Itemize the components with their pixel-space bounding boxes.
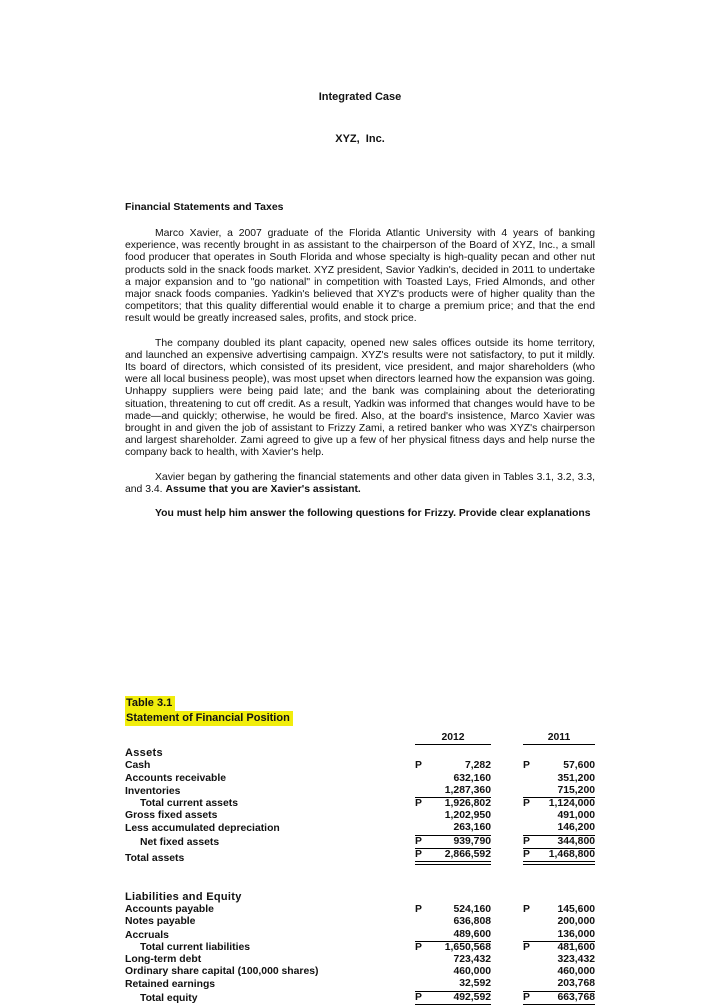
- row-value-2012: [415, 942, 491, 954]
- amount: 344,800: [557, 835, 595, 847]
- currency-symbol: P: [523, 904, 530, 916]
- row-value-2011: [523, 954, 595, 966]
- table-row: [125, 849, 595, 865]
- row-value-2012: [415, 822, 491, 835]
- currency-symbol: P: [523, 848, 530, 860]
- row-label: Accruals: [125, 929, 169, 941]
- year-header-2011: 2011: [523, 732, 595, 745]
- table-row: [125, 798, 595, 810]
- amount: 1,287,360: [444, 784, 491, 796]
- table-label: Table 3.1: [125, 696, 175, 711]
- row-label: Total current assets: [140, 798, 238, 810]
- amount: 939,790: [453, 835, 491, 847]
- table-section-heading: Assets: [125, 747, 163, 760]
- amount: 460,000: [453, 966, 491, 978]
- row-value-2011: [523, 785, 595, 798]
- row-value-2012: [415, 966, 491, 978]
- currency-symbol: P: [415, 848, 422, 860]
- currency-symbol: P: [523, 798, 530, 810]
- row-value-2012: [415, 785, 491, 798]
- row-value-2012: [415, 849, 491, 865]
- table-label-line: [125, 696, 595, 711]
- row-label: Cash: [125, 760, 151, 772]
- amount: 32,592: [459, 978, 491, 990]
- currency-symbol: P: [523, 835, 530, 847]
- amount: 1,650,568: [444, 941, 491, 953]
- table-row: [125, 929, 595, 942]
- row-value-2011: [523, 904, 595, 916]
- table-row: [125, 978, 595, 991]
- amount: 663,768: [557, 991, 595, 1003]
- row-value-2011: [523, 798, 595, 810]
- table-title-line: [125, 711, 595, 726]
- row-label: Net fixed assets: [140, 836, 220, 848]
- amount: 57,600: [563, 760, 595, 772]
- row-label: Less accumulated depreciation: [125, 823, 280, 835]
- row-label: Accounts payable: [125, 904, 214, 916]
- row-value-2012: [415, 904, 491, 916]
- row-value-2012: [415, 760, 491, 772]
- paragraph-expansion: The company doubled its plant capacity, opened new sales offices outside its home territory, and launched an expensive advertising campaign. XYZ's results were not satisfactory, to put it mildly. Its board of directors, which consisted of its president, vice president, and major shareholders (who were all local business people), was most upset when directors learned how the expansion was going. Unhappy suppliers were being paid late; and the bank was complaining about the deteriorating situation, threatening to cut off credit. As a result, Yadkin was informed that changes would have to be made—and quickly; otherwise, he would be fired. Also, at the board's insistence, Marco Xavier was brought in and given the job of assistant to Frizzy Zami, a retired banker who was XYZ's chairperson and largest shareholder. Zami agreed to give up a few of her physical fitness days and help nurse the company back to health, with Xavier's help.: [125, 337, 595, 459]
- amount: 1,124,000: [548, 798, 595, 810]
- table-row: [125, 916, 595, 928]
- row-label: Ordinary share capital (100,000 shares): [125, 966, 319, 978]
- table-row: [125, 785, 595, 798]
- amount: 136,000: [557, 928, 595, 940]
- row-value-2012: [415, 773, 491, 785]
- amount: 723,432: [453, 953, 491, 965]
- financial-table: [125, 696, 595, 1004]
- amount: 481,600: [557, 941, 595, 953]
- amount: 2,866,592: [444, 848, 491, 860]
- row-label: Total equity: [140, 992, 198, 1004]
- year-header-spacer: [125, 732, 415, 745]
- row-value-2011: [523, 810, 595, 822]
- currency-symbol: P: [523, 991, 530, 1003]
- row-value-2012: [415, 954, 491, 966]
- table-row: [125, 760, 595, 772]
- table-title: Statement of Financial Position: [125, 711, 293, 726]
- table-body: [125, 747, 595, 1004]
- paragraph-tables: [125, 472, 595, 496]
- amount: 145,600: [557, 904, 595, 916]
- row-value-2011: [523, 849, 595, 865]
- row-value-2012: [415, 929, 491, 942]
- row-value-2011: [523, 942, 595, 954]
- row-value-2011: [523, 760, 595, 772]
- table-row: [125, 810, 595, 822]
- row-value-2012: [415, 798, 491, 810]
- document-title-block: [125, 62, 595, 174]
- paragraph-intro: Marco Xavier, a 2007 graduate of the Florida Atlantic University with 4 years of banking experience, was recently brought in as assistant to the chairperson of the Board of XYZ, Inc., a small food producer that operates in South Florida and whose specialty is high-quality pecan and other nut products sold in the snack foods market. XYZ president, Savior Yadkin's, decided in 2011 to undertake a major expansion and to "go national" in competition with Toasted Lays, Fried Almonds, and other major snack foods companies. Yadkin's believed that XYZ's products were of higher quality than the competitors; that this quality differential would enable it to charge a premium price; and that the end result would be greatly increased sales, profits, and stock price.: [125, 228, 595, 325]
- table-year-header-row: [125, 732, 595, 745]
- doc-title: Integrated Case: [318, 91, 402, 103]
- row-label: Accounts receivable: [125, 772, 227, 784]
- table-row: [125, 954, 595, 966]
- currency-symbol: P: [415, 904, 422, 916]
- row-value-2012: [415, 916, 491, 928]
- row-value-2011: [523, 966, 595, 978]
- row-value-2011: [523, 836, 595, 849]
- row-value-2012: [415, 810, 491, 822]
- table-row: [125, 942, 595, 954]
- row-label: Total assets: [125, 852, 185, 864]
- amount: 636,808: [453, 916, 491, 928]
- table-row: [125, 822, 595, 835]
- row-value-2011: [523, 916, 595, 928]
- amount: 632,160: [453, 772, 491, 784]
- row-value-2011: [523, 822, 595, 835]
- row-label: Retained earnings: [125, 979, 216, 991]
- table-section-heading: Liabilities and Equity: [125, 891, 242, 904]
- amount: 1,202,950: [444, 810, 491, 822]
- section-heading: Financial Statements and Taxes: [125, 201, 284, 213]
- currency-symbol: P: [523, 760, 530, 772]
- row-value-2011: [523, 978, 595, 991]
- amount: 491,000: [557, 810, 595, 822]
- amount: 263,160: [453, 822, 491, 834]
- row-label: Gross fixed assets: [125, 810, 218, 822]
- currency-symbol: P: [415, 941, 422, 953]
- row-value-2012: [415, 978, 491, 991]
- amount: 524,160: [453, 904, 491, 916]
- amount: 492,592: [453, 991, 491, 1003]
- row-value-2011: [523, 929, 595, 942]
- row-value-2012: [415, 836, 491, 849]
- row-label: Inventories: [125, 785, 181, 797]
- paragraph-tables-text: Xavier began by gathering the financial statements and other data given in Tables 3.1, 3.2, 3.3, and 3.4.: [125, 471, 595, 495]
- row-value-2012: [415, 992, 491, 1005]
- amount: 203,768: [557, 978, 595, 990]
- row-label: Total current liabilities: [140, 941, 251, 953]
- row-value-2011: [523, 992, 595, 1005]
- year-header-2012: 2012: [415, 732, 491, 745]
- table-row: [125, 836, 595, 849]
- table-row: [125, 966, 595, 978]
- amount: 489,600: [453, 928, 491, 940]
- amount: 715,200: [557, 784, 595, 796]
- amount: 7,282: [464, 760, 491, 772]
- amount: 1,468,800: [548, 848, 595, 860]
- row-value-2011: [523, 773, 595, 785]
- table-row: [125, 773, 595, 785]
- amount: 1,926,802: [444, 798, 491, 810]
- doc-subtitle: XYZ, Inc.: [335, 133, 385, 145]
- amount: 200,000: [557, 916, 595, 928]
- paragraph-tables-bold: Assume that you are Xavier's assistant.: [165, 483, 361, 495]
- paragraph-instruction: You must help him answer the following questions for Frizzy. Provide clear explanations: [155, 508, 591, 520]
- currency-symbol: P: [523, 941, 530, 953]
- row-label: Long-term debt: [125, 953, 202, 965]
- amount: 146,200: [557, 822, 595, 834]
- table-row: [125, 992, 595, 1005]
- amount: 323,432: [557, 953, 595, 965]
- currency-symbol: P: [415, 760, 422, 772]
- currency-symbol: P: [415, 991, 422, 1003]
- currency-symbol: P: [415, 835, 422, 847]
- amount: 460,000: [557, 966, 595, 978]
- currency-symbol: P: [415, 798, 422, 810]
- amount: 351,200: [557, 772, 595, 784]
- row-label: Notes payable: [125, 916, 196, 928]
- table-row: [125, 904, 595, 916]
